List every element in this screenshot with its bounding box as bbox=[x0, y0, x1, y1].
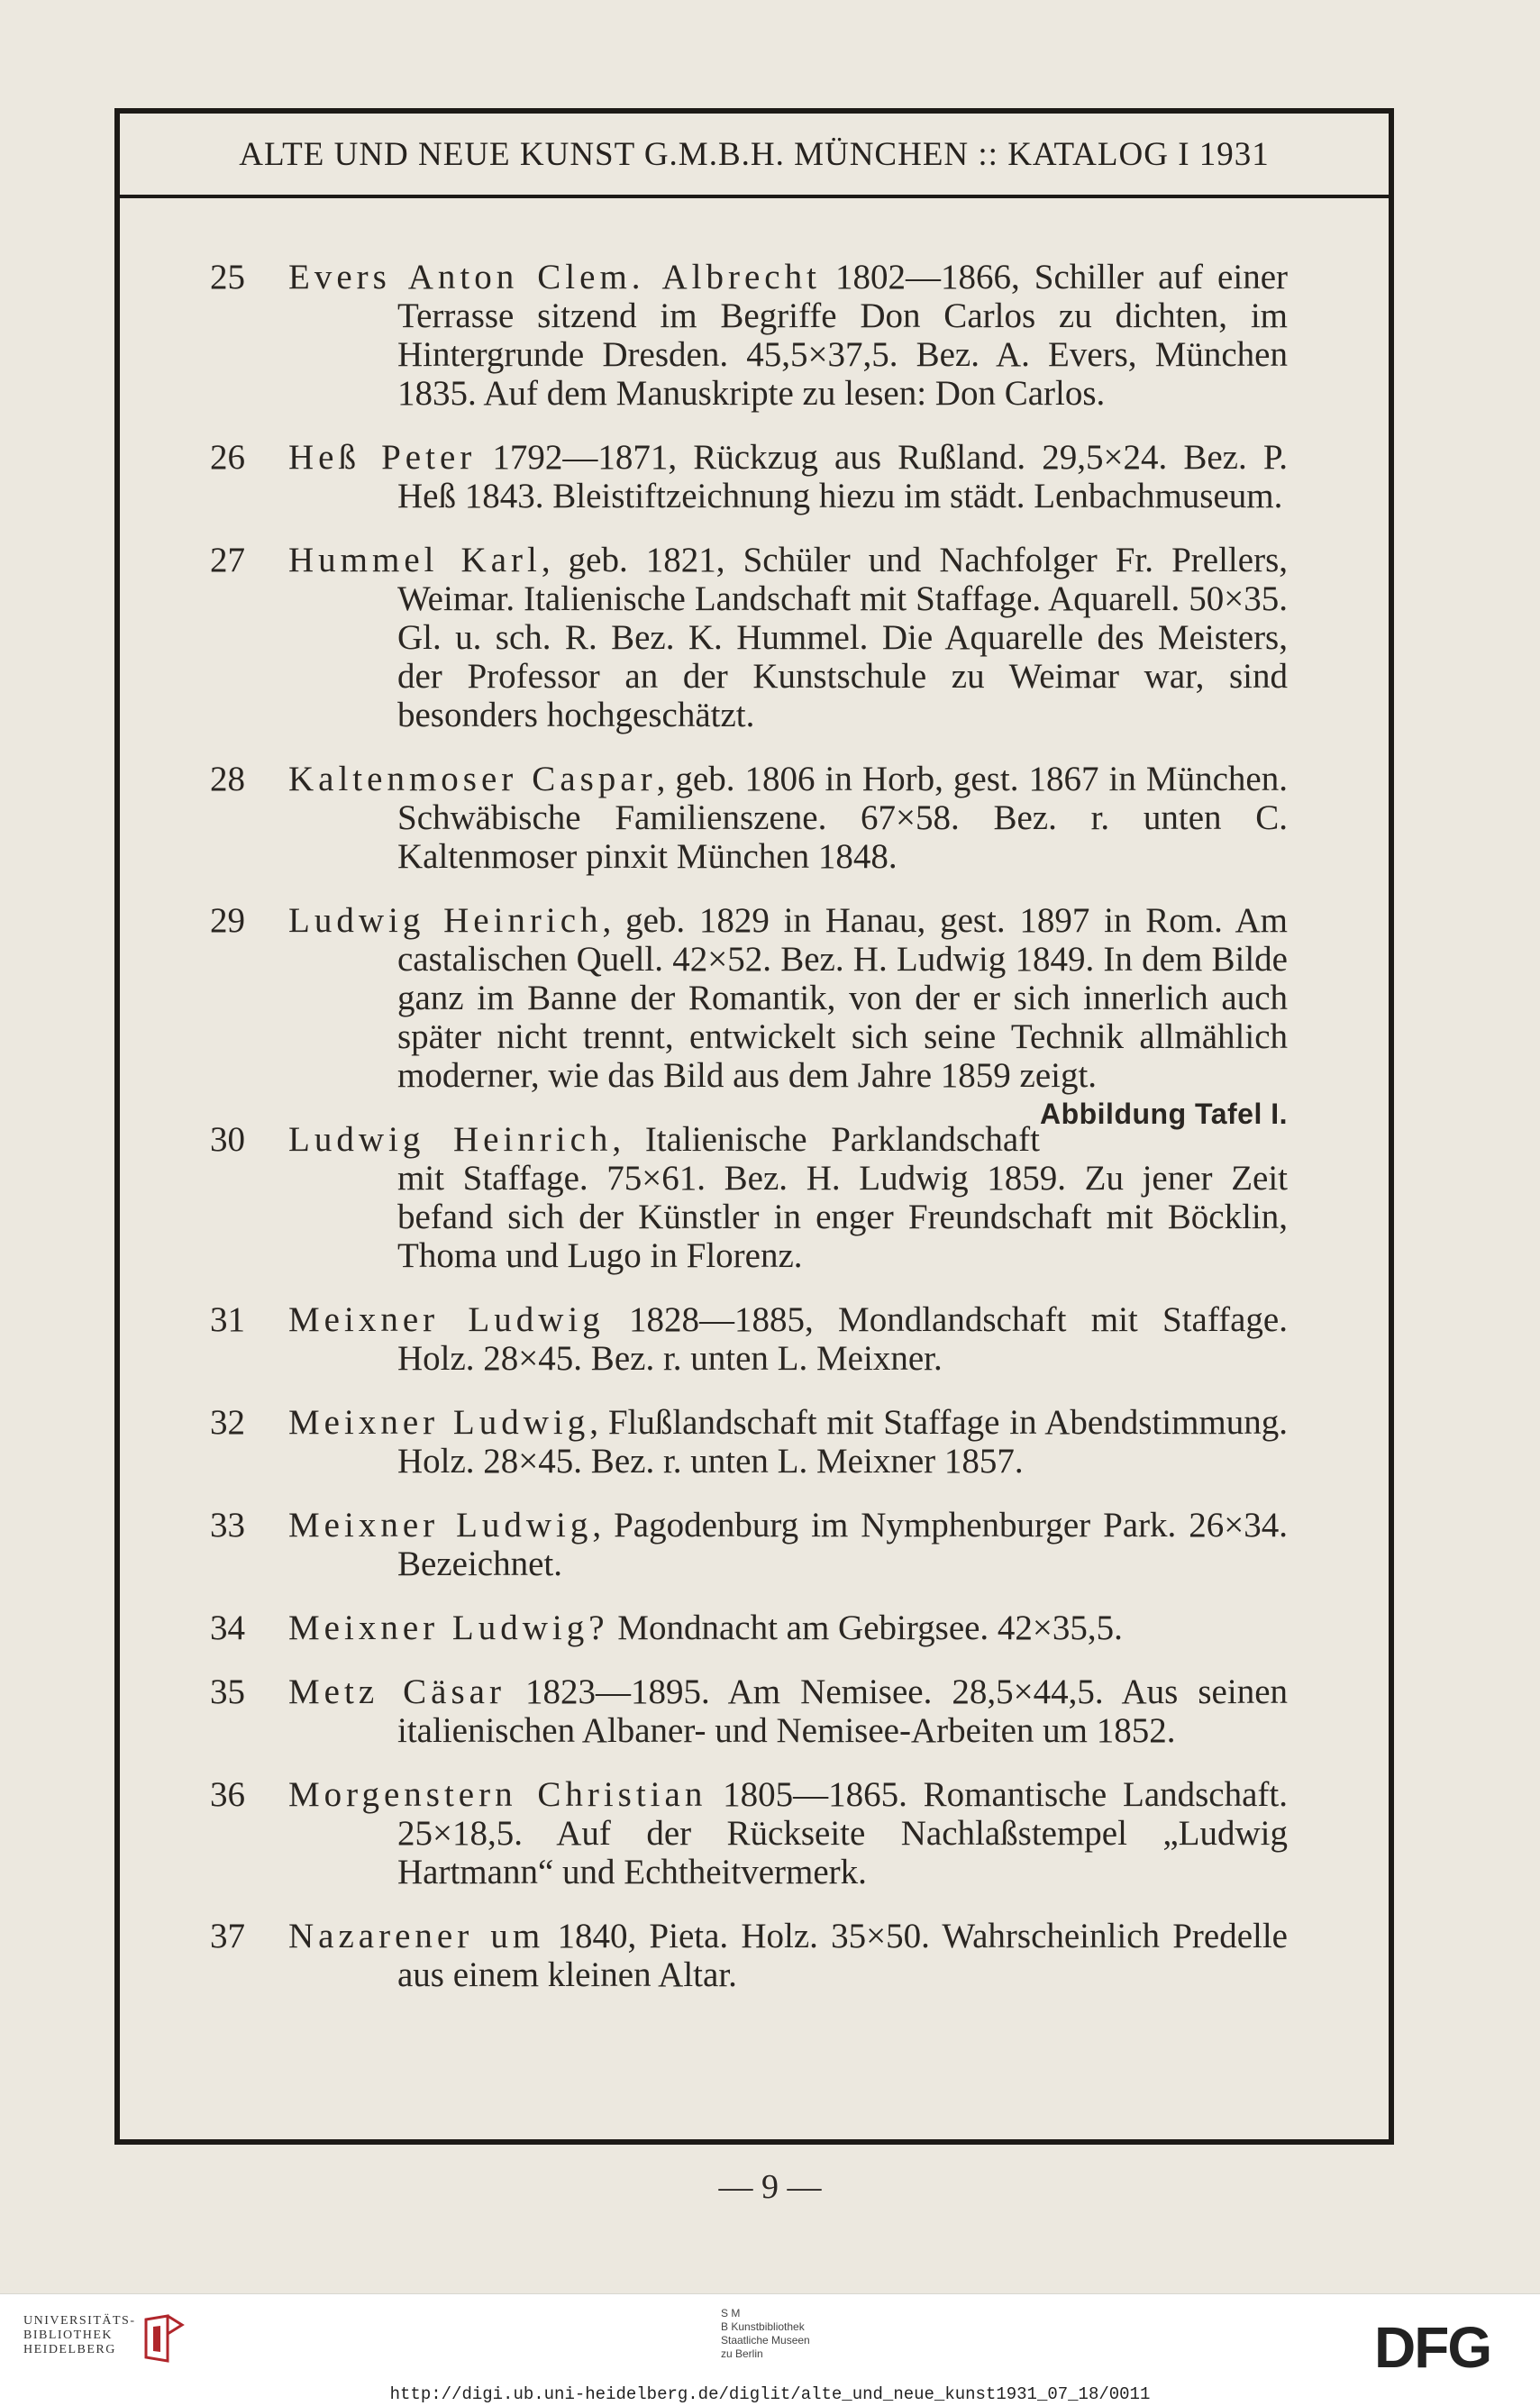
catalog-entry bbox=[210, 438, 1318, 515]
artist-name: Nazarener um bbox=[288, 1917, 545, 1955]
entry-body bbox=[288, 1775, 1288, 1891]
entry-text: 1840, Pieta. Holz. 35×50. Wahrscheinlich Predelle aus einem kleinen Altar. bbox=[397, 1917, 1288, 1994]
entry-number: 31 bbox=[210, 1300, 245, 1339]
artist-name: Metz Cäsar bbox=[288, 1672, 506, 1711]
entry-number: 28 bbox=[210, 760, 245, 798]
entry-number: 30 bbox=[210, 1120, 245, 1159]
artist-name: Meixner Ludwig bbox=[288, 1506, 593, 1545]
entry-text: , Italienische Parklandschaft mit Staffage. 75×61. Bez. H. Ludwig 1859. Zu jener Zeit befand sich der Künstler in enger Freundschaft mit Böcklin, Thoma und Lugo in Florenz. bbox=[397, 1120, 1288, 1275]
artist-name: Heß Peter bbox=[288, 438, 477, 477]
artist-name: Ludwig Heinrich bbox=[288, 901, 603, 940]
artist-name: Kaltenmoser Caspar bbox=[288, 760, 657, 798]
catalog-entry bbox=[210, 1917, 1318, 1994]
entry-text: 1805—1865. Romantische Landschaft. 25×18,5. Auf der Rückseite Nachlaßstempel „Ludwig Hartmann“ und Echtheitvermerk. bbox=[397, 1775, 1288, 1891]
entry-number: 33 bbox=[210, 1506, 245, 1545]
catalog-entry bbox=[210, 1403, 1318, 1481]
entry-body bbox=[288, 1300, 1288, 1378]
page-frame bbox=[114, 108, 1394, 2145]
university-emblem-icon bbox=[141, 2312, 187, 2365]
catalog-entry bbox=[210, 901, 1318, 1130]
entry-body bbox=[288, 1672, 1288, 1750]
entry-number: 34 bbox=[210, 1609, 245, 1647]
artist-name: Morgenstern Christian bbox=[288, 1775, 707, 1814]
entry-text: , geb. 1806 in Horb, gest. 1867 in München. Schwäbische Familienszene. 67×58. Bez. r. unten C. Kaltenmoser pinxit München 1848. bbox=[397, 760, 1288, 876]
entry-text: 1792—1871, Rückzug aus Rußland. 29,5×24. Bez. P. Heß 1843. Bleistiftzeichnung hiezu im städt. Lenbachmuseum. bbox=[397, 438, 1288, 515]
entry-text: , Flußlandschaft mit Staffage in Abendstimmung. Holz. 28×45. Bez. r. unten L. Meixner 1857. bbox=[397, 1403, 1289, 1481]
entry-number: 29 bbox=[210, 901, 245, 940]
catalog-entry bbox=[210, 541, 1318, 734]
entry-number: 25 bbox=[210, 258, 245, 296]
artist-name: Hummel Karl bbox=[288, 541, 542, 579]
entry-text: , geb. 1821, Schüler und Nachfolger Fr. Prellers, Weimar. Italienische Landschaft mit Staffage. Aquarell. 50×35. Gl. u. sch. R. Bez. K. Hummel. Die Aquarelle des Meisters, der Professor an der Kunstschule zu Weimar war, sind besonders hochgeschätzt. bbox=[397, 541, 1288, 734]
stamp-line: zu Berlin bbox=[721, 2347, 763, 2360]
catalog-entry bbox=[210, 1120, 1318, 1275]
page-number: — 9 — bbox=[718, 2168, 822, 2206]
running-header: ALTE UND NEUE KUNST G.M.B.H. MÜNCHEN :: KATALOG I 1931 bbox=[120, 114, 1389, 198]
catalog-entry bbox=[210, 1775, 1318, 1891]
stamp-line: B Kunstbibliothek bbox=[721, 2320, 805, 2333]
stamp-line: S M bbox=[721, 2307, 741, 2319]
artist-name: Meixner Ludwig? bbox=[288, 1609, 609, 1647]
plate-reference: Abbildung Tafel I. bbox=[1039, 1098, 1288, 1130]
entry-body bbox=[288, 1609, 1288, 1647]
artist-name: Evers Anton Clem. Albrecht bbox=[288, 258, 821, 296]
artist-name: Meixner Ludwig bbox=[288, 1403, 590, 1442]
catalog-entry bbox=[210, 258, 1318, 413]
permalink-url[interactable]: http://digi.ub.uni-heidelberg.de/diglit/alte_und_neue_kunst1931_07_18/0011 bbox=[389, 2384, 1151, 2404]
catalog-entry bbox=[210, 1506, 1318, 1583]
artist-name: Ludwig Heinrich bbox=[288, 1120, 613, 1159]
catalog-entry bbox=[210, 1300, 1318, 1378]
university-library-logo[interactable] bbox=[23, 2314, 136, 2357]
artist-name: Meixner Ludwig bbox=[288, 1300, 605, 1339]
entry-body bbox=[288, 258, 1288, 413]
logo-line: HEIDELBERG bbox=[23, 2343, 116, 2356]
entry-number: 37 bbox=[210, 1917, 245, 1955]
entry-number: 32 bbox=[210, 1403, 245, 1442]
catalog-entry bbox=[210, 1672, 1318, 1750]
catalog-entry bbox=[210, 1609, 1318, 1647]
digitization-footer bbox=[0, 2293, 1540, 2406]
museum-stamp bbox=[721, 2307, 810, 2361]
stamp-line: Staatliche Museen bbox=[721, 2334, 810, 2347]
logo-line: BIBLIOTHEK bbox=[23, 2329, 113, 2342]
logo-line: UNIVERSITÄTS- bbox=[23, 2314, 136, 2328]
entry-number: 35 bbox=[210, 1672, 245, 1711]
entry-text: , Pagodenburg im Nymphenburger Park. 26×34. Bezeichnet. bbox=[397, 1506, 1288, 1583]
entry-number: 26 bbox=[210, 438, 245, 477]
entry-text: 1823—1895. Am Nemisee. 28,5×44,5. Aus seinen italienischen Albaner- und Nemisee-Arbeiten um 1852. bbox=[397, 1672, 1289, 1750]
entry-number: 36 bbox=[210, 1775, 245, 1814]
entry-text: 1828—1885, Mondlandschaft mit Staffage. Holz. 28×45. Bez. r. unten L. Meixner. bbox=[397, 1300, 1288, 1378]
catalog-entries bbox=[210, 258, 1318, 2019]
entry-text: 1802—1866, Schiller auf einer Terrasse sitzend im Begriffe Don Carlos zu dichten, im Hintergrunde Dresden. 45,5×37,5. Bez. A. Evers, München 1835. Auf dem Manuskripte zu lesen: Don Carlos. bbox=[397, 258, 1288, 413]
entry-body bbox=[288, 901, 1289, 1130]
entry-number: 27 bbox=[210, 541, 245, 579]
entry-body bbox=[288, 1120, 1288, 1275]
entry-body bbox=[288, 438, 1288, 515]
entry-body bbox=[288, 1917, 1288, 1994]
entry-text: , geb. 1829 in Hanau, gest. 1897 in Rom. Am castalischen Quell. 42×52. Bez. H. Ludwig 1849. In dem Bilde ganz im Banne der Romantik, von der er sich innerlich auch später nicht trennt, entwickelt sich seine Technik allmählich moderner, wie das Bild aus dem Jahre 1859 zeigt. bbox=[397, 901, 1289, 1095]
entry-body bbox=[288, 1506, 1288, 1583]
entry-body bbox=[288, 541, 1288, 734]
entry-body bbox=[288, 760, 1288, 876]
catalog-entry bbox=[210, 760, 1318, 876]
dfg-logo[interactable]: DFG bbox=[1374, 2315, 1491, 2380]
entry-text: Mondnacht am Gebirgsee. 42×35,5. bbox=[608, 1609, 1123, 1647]
entry-body bbox=[288, 1403, 1288, 1481]
